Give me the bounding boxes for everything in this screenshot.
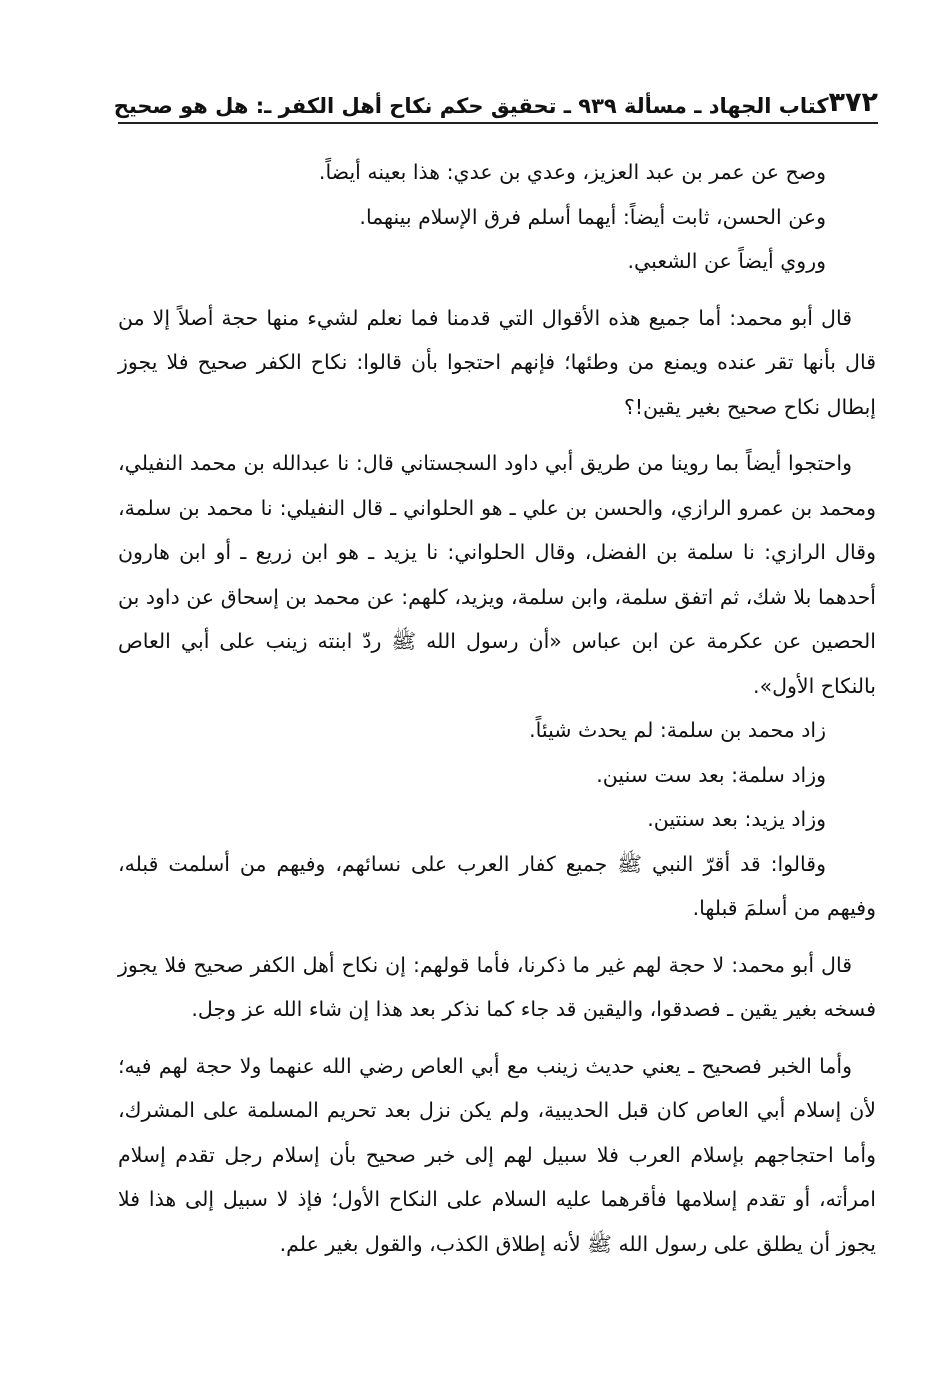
paragraph: وروي أيضاً عن الشعبي. xyxy=(627,249,826,273)
page-number: ٣٧٢ xyxy=(828,87,878,118)
paragraph: وزاد يزيد: بعد سنتين. xyxy=(647,807,826,831)
paragraph: قال أبو محمد: أما جميع هذه الأقوال التي قدمنا فما نعلم لشيء منها حجة أصلاً إلا من قال بأنها تقر عنده ويمنع من وطئها؛ فإنهم احتجوا بأن قالوا: نكاح الكفر صحيح فلا يجوز إبطال نكاح صحيح بغير يقين!؟ xyxy=(118,305,876,419)
paragraph: وقالوا: قد أقرّ النبي ﷺ جميع كفار العرب على نسائهم، وفيهم من أسلمت قبله، وفيهم من أسلمَ قبلها. xyxy=(118,851,876,920)
paragraph: وأما الخبر فصحيح ـ يعني حديث زينب مع أبي العاص رضي الله عنهما ولا حجة لهم فيه؛ لأن إسلام أبي العاص كان قبل الحديبية، ولم يكن نزل بعد تحريم المسلمة على المشرك، وأما احتجاجهم بإسلام العرب فلا سبيل لهم إلى خبر صحيح بأن إسلام رجل تقدم إسلام امرأته، أو تقدم إسلامها فأقرهما عليه السلام على النكاح الأول؛ فإذ لا سبيل إلى هذا فلا يجوز أن يطلق على رسول الله ﷺ لأنه إطلاق الكذب، والقول بغير علم. xyxy=(118,1053,876,1256)
paragraph: وصح عن عمر بن عبد العزيز، وعدي بن عدي: هذا بعينه أيضاً. xyxy=(318,160,826,184)
paragraph: واحتجوا أيضاً بما روينا من طريق أبي داود السجستاني قال: نا عبدالله بن محمد النفيلي، ومحمد بن عمرو الرازي، والحسن بن علي ـ هو الحلواني ـ قال النفيلي: نا محمد بن سلمة، وقال الرازي: نا سلمة بن الفضل، وقال الحلواني: نا يزيد ـ هو ابن زريع ـ أو ابن هارون أحدهما بلا شك، ثم اتفق سلمة، وابن سلمة، ويزيد، كلهم: عن محمد بن إسحاق عن داود بن الحصين عن عكرمة عن ابن عباس «أن رسول الله ﷺ ردّ ابنته زينب على أبي العاص بالنكاح الأول». xyxy=(118,451,876,698)
paragraph: زاد محمد بن سلمة: لم يحدث شيئاً. xyxy=(529,718,826,742)
running-title: كتاب الجهاد ـ مسألة ٩٣٩ ـ تحقيق حكم نكاح أهل الكفر ـ: هل هو صحيح xyxy=(113,94,829,118)
page-header xyxy=(113,78,878,124)
page-body xyxy=(118,150,876,1266)
paragraph: وزاد سلمة: بعد ست سنين. xyxy=(596,762,826,787)
paragraph: وعن الحسن، ثابت أيضاً: أيهما أسلم فرق الإسلام بينهما. xyxy=(359,204,826,229)
paragraph: قال أبو محمد: لا حجة لهم غير ما ذكرنا، فأما قولهم: إن نكاح أهل الكفر صحيح فلا يجوز فسخه بغير يقين ـ فصدقوا، واليقين قد جاء كما نذكر بعد هذا إن شاء الله عز وجل. xyxy=(118,952,876,1021)
